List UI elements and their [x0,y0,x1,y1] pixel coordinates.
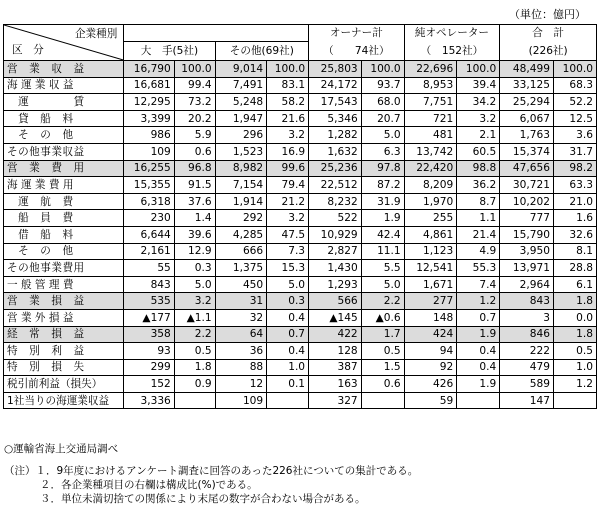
table-cell: 7,491 [215,77,267,94]
table-cell: 721 [404,110,457,127]
table-cell: 0.1 [267,376,309,393]
table-cell: 0.7 [267,326,309,343]
table-cell: 7,154 [215,177,267,194]
table-cell: 20.7 [361,110,404,127]
table-cell: 98.8 [457,160,500,177]
row-label: 営 業 外 損 益 [4,309,124,326]
table-cell: 0.4 [267,343,309,360]
row-label: 一 般 管 理 費 [4,276,124,293]
table-cell: 5.0 [174,276,215,293]
table-cell: 7.4 [457,276,500,293]
row-label: 営 業 費 用 [4,160,124,177]
pure-operator-count: （ 152社） [404,42,500,61]
table-cell: 7,751 [404,94,457,111]
table-row [4,177,597,194]
empty-cell [457,392,500,409]
table-cell: 387 [309,359,362,376]
table-cell: 22,512 [309,177,362,194]
table-cell: 100.0 [174,61,215,78]
table-cell: 222 [500,343,554,360]
table-cell: 450 [215,276,267,293]
table-cell: 11.1 [361,243,404,260]
table-cell: 5.0 [361,127,404,144]
table-cell: 31 [215,293,267,310]
table-cell: 846 [500,326,554,343]
table-cell: 15.3 [267,260,309,277]
table-cell: 47,656 [500,160,554,177]
empty-cell [361,392,404,409]
table-cell: 16,681 [124,77,174,94]
table-cell: 55.3 [457,260,500,277]
table-cell: 2.1 [457,127,500,144]
row-label: そ の 他 [4,243,124,260]
per-company-other: 109 [215,392,267,409]
table-cell: 8.1 [553,243,596,260]
table-cell: 21.0 [553,193,596,210]
table-cell: 1.1 [457,210,500,227]
table-cell: 33,125 [500,77,554,94]
table-cell: 36 [215,343,267,360]
table-cell: 4,861 [404,226,457,243]
table-cell: 25,803 [309,61,362,78]
table-cell: 0.6 [361,376,404,393]
table-cell: 68.3 [553,77,596,94]
table-cell: 2,964 [500,276,554,293]
table-cell: 6,644 [124,226,174,243]
table-cell: 5,346 [309,110,362,127]
corner-top-label: 企業種別 [74,28,118,40]
table-cell: 52.2 [553,94,596,111]
per-company-total: 147 [500,392,554,409]
table-cell: 55 [124,260,174,277]
table-cell: ▲177 [124,309,174,326]
table-cell: 4.9 [457,243,500,260]
table-cell: 1.2 [457,293,500,310]
table-cell: 42.4 [361,226,404,243]
table-cell: 128 [309,343,362,360]
table-cell: 0.9 [174,376,215,393]
table-cell: 60.5 [457,143,500,160]
table-cell: 1,123 [404,243,457,260]
table-cell: 5.9 [174,127,215,144]
row-label: そ の 他 [4,127,124,144]
table-cell: 1.8 [553,326,596,343]
table-cell: 5.0 [361,276,404,293]
table-row [4,193,597,210]
table-cell: 2,161 [124,243,174,260]
table-cell: 1,632 [309,143,362,160]
table-cell: 3 [500,309,554,326]
table-cell: 83.1 [267,77,309,94]
table-cell: 93.7 [361,77,404,94]
table-row [4,343,597,360]
table-cell: 986 [124,127,174,144]
table-cell: 32 [215,309,267,326]
table-cell: 1.9 [457,376,500,393]
table-cell: 16.9 [267,143,309,160]
table-cell: 0.4 [457,343,500,360]
row-label: 海 運 業 費 用 [4,177,124,194]
row-label: 経 常 損 益 [4,326,124,343]
table-row [4,77,597,94]
table-cell: 1,763 [500,127,554,144]
empty-cell [553,392,596,409]
table-cell: 0.3 [174,260,215,277]
table-cell: 34.2 [457,94,500,111]
unit-label: （単位：億円） [509,8,586,21]
corner-header [4,25,124,61]
table-cell: 296 [215,127,267,144]
table-cell: 358 [124,326,174,343]
table-cell: 20.2 [174,110,215,127]
table-cell: 16,790 [124,61,174,78]
table-cell: 99.6 [267,160,309,177]
table-cell: 64 [215,326,267,343]
table-cell: 8.7 [457,193,500,210]
table-cell: 2.2 [361,293,404,310]
table-cell: 100.0 [553,61,596,78]
table-cell: 1,970 [404,193,457,210]
table-cell: 0.5 [174,343,215,360]
table-cell: 68.0 [361,94,404,111]
table-cell: 299 [124,359,174,376]
per-company-row [4,392,597,409]
table-cell: 98.2 [553,160,596,177]
table-cell: 25,294 [500,94,554,111]
table-cell: 97.8 [361,160,404,177]
row-label: 税引前利益（損失） [4,376,124,393]
table-cell: 30,721 [500,177,554,194]
table-row [4,127,597,144]
table-row [4,94,597,111]
table-cell: 1.8 [174,359,215,376]
owner-total-header: オーナー計 [309,25,405,42]
per-company-big: 3,336 [124,392,174,409]
table-cell: 3.2 [457,110,500,127]
row-label: 営 業 損 益 [4,293,124,310]
table-cell: 24,172 [309,77,362,94]
table-cell: 1.8 [553,293,596,310]
table-cell: 48,499 [500,61,554,78]
table-cell: 0.0 [553,309,596,326]
table-cell: 39.6 [174,226,215,243]
table-cell: 73.2 [174,94,215,111]
table-cell: 13,742 [404,143,457,160]
table-row [4,293,597,310]
table-cell: 152 [124,376,174,393]
table-cell: 21.2 [267,193,309,210]
table-row [4,326,597,343]
table-cell: ▲0.6 [361,309,404,326]
table-cell: 7.3 [267,243,309,260]
other-header: その他(69社) [215,42,308,61]
table-cell: 6,067 [500,110,554,127]
table-cell: 39.4 [457,77,500,94]
table-cell: 422 [309,326,362,343]
note-3: ３．単位未満切捨ての関係により末尾の数字が合わない場合がある。 [40,493,366,505]
table-cell: 1,671 [404,276,457,293]
table-cell: 843 [500,293,554,310]
table-cell: 8,232 [309,193,362,210]
table-cell: 100.0 [267,61,309,78]
row-label: 海 運 業 収 益 [4,77,124,94]
table-cell: 777 [500,210,554,227]
table-cell: 6,318 [124,193,174,210]
table-cell: 843 [124,276,174,293]
per-company-owner: 327 [309,392,362,409]
table-cell: 5.0 [267,276,309,293]
table-cell: 1.6 [553,210,596,227]
row-label: 船 員 費 [4,210,124,227]
big-header: 大 手(5社) [124,42,215,61]
pure-operator-header: 純オペレーター [404,25,500,42]
total-header: 合 計 [500,25,597,42]
table-cell: 15,790 [500,226,554,243]
table-row [4,359,597,376]
table-cell: 109 [124,143,174,160]
table-cell: 63.3 [553,177,596,194]
table-cell: 2.2 [174,326,215,343]
table-cell: 36.2 [457,177,500,194]
table-cell: 22,420 [404,160,457,177]
table-cell: 230 [124,210,174,227]
table-body [4,61,597,393]
table-cell: 28.8 [553,260,596,277]
table-cell: 10,929 [309,226,362,243]
table-cell: 9,014 [215,61,267,78]
row-label: 運 賃 [4,94,124,111]
table-cell: 1,375 [215,260,267,277]
big-other-group-header [124,25,309,42]
table-cell: 255 [404,210,457,227]
table-row [4,210,597,227]
table-cell: 17,543 [309,94,362,111]
table-row [4,309,597,326]
financial-table [3,24,597,409]
table-row [4,143,597,160]
table-cell: 0.3 [267,293,309,310]
table-cell: 21.4 [457,226,500,243]
empty-cell [174,392,215,409]
table-cell: 424 [404,326,457,343]
table-cell: 479 [500,359,554,376]
table-cell: 566 [309,293,362,310]
table-cell: 148 [404,309,457,326]
row-label: その他事業収益 [4,143,124,160]
table-row [4,226,597,243]
table-row [4,160,597,177]
table-cell: 0.4 [267,309,309,326]
table-cell: 6.1 [553,276,596,293]
table-cell: 1,523 [215,143,267,160]
table-cell: 1,430 [309,260,362,277]
header-row-1 [4,25,597,42]
empty-cell [267,392,309,409]
corner-bottom-label: 区 分 [12,44,44,56]
row-label: 借 船 料 [4,226,124,243]
table-cell: 3.2 [174,293,215,310]
table-cell: 8,953 [404,77,457,94]
table-cell: 15,355 [124,177,174,194]
table-cell: 1.4 [174,210,215,227]
table-row [4,61,597,78]
table-cell: 22,696 [404,61,457,78]
per-company-label: 1社当りの海運業収益 [4,392,124,409]
table-cell: 1.7 [361,326,404,343]
table-cell: 12,295 [124,94,174,111]
table-cell: 99.4 [174,77,215,94]
table-cell: 3.6 [553,127,596,144]
table-cell: 3,399 [124,110,174,127]
table-cell: 100.0 [457,61,500,78]
table-cell: 16,255 [124,160,174,177]
table-cell: 5,248 [215,94,267,111]
row-label: 運 航 費 [4,193,124,210]
table-cell: 12 [215,376,267,393]
row-label: 貸 船 料 [4,110,124,127]
table-cell: 47.5 [267,226,309,243]
table-cell: 91.5 [174,177,215,194]
row-label: その他事業費用 [4,260,124,277]
table-cell: 31.9 [361,193,404,210]
table-cell: 96.8 [174,160,215,177]
table-cell: 12.9 [174,243,215,260]
table-cell: 292 [215,210,267,227]
table-row [4,110,597,127]
table-cell: 92 [404,359,457,376]
table-cell: 87.2 [361,177,404,194]
table-cell: 25,236 [309,160,362,177]
table-cell: 522 [309,210,362,227]
table-cell: 8,209 [404,177,457,194]
table-cell: 1.2 [553,376,596,393]
owner-count: （ 74社） [309,42,405,61]
table-cell: 21.6 [267,110,309,127]
table-cell: 15,374 [500,143,554,160]
source-note: ○運輸省海上交通局調べ [4,443,119,455]
table-cell: 426 [404,376,457,393]
table-cell: 1,947 [215,110,267,127]
table-cell: 1,293 [309,276,362,293]
table-cell: 31.7 [553,143,596,160]
table-cell: 2,827 [309,243,362,260]
table-cell: 0.6 [174,143,215,160]
table-cell: 1.5 [361,359,404,376]
table-cell: 12.5 [553,110,596,127]
row-label: 特 別 損 失 [4,359,124,376]
table-cell: 12,541 [404,260,457,277]
table-cell: 535 [124,293,174,310]
table-cell: 277 [404,293,457,310]
table-cell: 1.0 [553,359,596,376]
table-cell: 6.3 [361,143,404,160]
table-cell: 0.4 [457,359,500,376]
table-cell: 88 [215,359,267,376]
table-cell: 3,950 [500,243,554,260]
table-row [4,376,597,393]
table-cell: 37.6 [174,193,215,210]
table-cell: ▲1.1 [174,309,215,326]
table-cell: 13,971 [500,260,554,277]
table-cell: 32.6 [553,226,596,243]
table-cell: ▲145 [309,309,362,326]
table-cell: 58.2 [267,94,309,111]
note-1: （注）１．9年度におけるアンケート調査に回答のあった226社についての集計である。 [4,465,419,477]
table-cell: 100.0 [361,61,404,78]
table-row [4,260,597,277]
table-cell: 94 [404,343,457,360]
table-cell: 163 [309,376,362,393]
table-cell: 1.9 [457,326,500,343]
table-cell: 8,982 [215,160,267,177]
table-cell: 10,202 [500,193,554,210]
table-row [4,243,597,260]
table-cell: 1.9 [361,210,404,227]
table-cell: 0.5 [361,343,404,360]
note-2: ２．各企業種項目の右欄は構成比(%)である。 [40,479,258,491]
row-label: 営 業 収 益 [4,61,124,78]
table-cell: 0.5 [553,343,596,360]
per-company-pure: 59 [404,392,457,409]
total-count: (226社) [500,42,597,61]
table-cell: 589 [500,376,554,393]
table-cell: 5.5 [361,260,404,277]
table-cell: 4,285 [215,226,267,243]
table-cell: 79.4 [267,177,309,194]
table-cell: 1,282 [309,127,362,144]
table-cell: 3.2 [267,127,309,144]
table-cell: 3.2 [267,210,309,227]
table-cell: 666 [215,243,267,260]
table-cell: 0.7 [457,309,500,326]
row-label: 特 別 利 益 [4,343,124,360]
table-cell: 1.0 [267,359,309,376]
table-cell: 481 [404,127,457,144]
table-row [4,276,597,293]
table-cell: 93 [124,343,174,360]
table-cell: 1,914 [215,193,267,210]
